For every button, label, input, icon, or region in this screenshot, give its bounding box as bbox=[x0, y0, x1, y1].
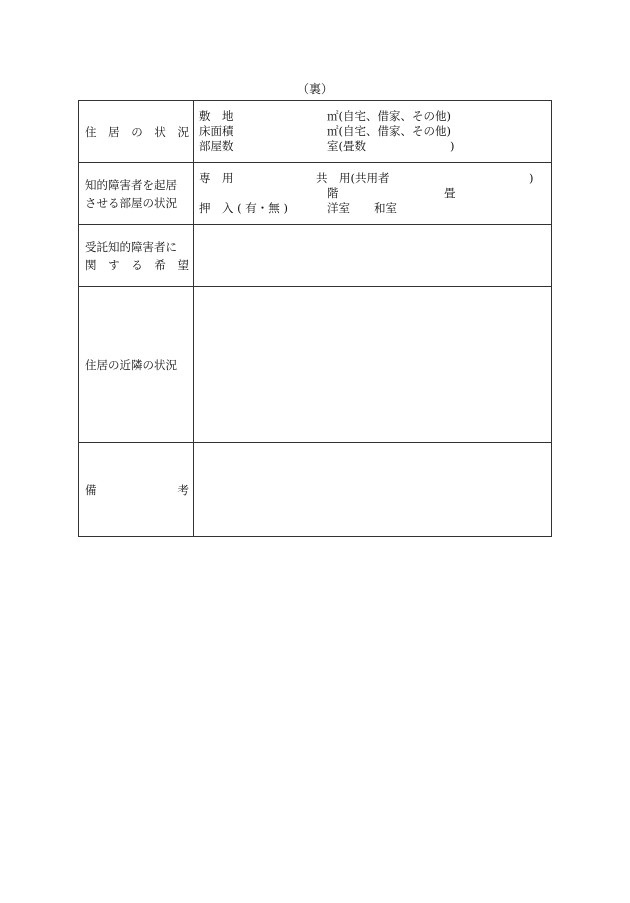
room-row bbox=[79, 163, 552, 225]
room-count-unit: 室(畳数 bbox=[327, 139, 366, 153]
remarks-label: 備 考 bbox=[85, 482, 189, 497]
room-count-label: 部屋数 bbox=[199, 139, 234, 153]
room-count-close: ) bbox=[450, 139, 455, 153]
floor-area-unit: ㎡(自宅、借家、その他) bbox=[327, 124, 451, 138]
wishes-row bbox=[79, 225, 552, 287]
floor-label: 階 bbox=[327, 186, 339, 200]
page-caption: （裏） bbox=[296, 82, 333, 96]
tatami-label: 畳 bbox=[444, 186, 456, 200]
neighborhood-value-cell[interactable] bbox=[194, 287, 552, 443]
remarks-row bbox=[79, 443, 552, 537]
shared-use-label: 共 用(共用者 bbox=[316, 171, 390, 185]
room-label-line1: 知的障害者を起居 bbox=[85, 177, 177, 192]
wishes-label-cell bbox=[79, 225, 194, 287]
wishes-label-line1: 受託知的障害者に bbox=[85, 239, 177, 254]
site-area-label: 敷 地 bbox=[199, 109, 234, 123]
exclusive-use-label: 専 用 bbox=[199, 171, 234, 185]
closet-label: 押 入 ( 有・無 ) bbox=[199, 201, 288, 215]
remarks-value-cell[interactable] bbox=[194, 443, 552, 537]
room-value-cell[interactable] bbox=[194, 163, 552, 225]
caregiver-form-table bbox=[78, 100, 552, 537]
floor-area-label: 床面積 bbox=[199, 124, 234, 138]
wishes-label-line2: 関 す る 希 望 bbox=[85, 257, 189, 272]
residence-value-cell[interactable] bbox=[194, 101, 552, 163]
residence-label: 住 居 の 状 況 bbox=[85, 124, 189, 139]
wishes-value-cell[interactable] bbox=[194, 225, 552, 287]
neighborhood-label: 住居の近隣の状況 bbox=[85, 357, 177, 372]
remarks-label-cell bbox=[79, 443, 194, 537]
western-room-label: 洋室 bbox=[327, 201, 350, 215]
site-area-unit: ㎡(自宅、借家、その他) bbox=[327, 109, 451, 123]
room-label-line2: させる部屋の状況 bbox=[85, 195, 177, 210]
japanese-room-label: 和室 bbox=[374, 201, 397, 215]
residence-row bbox=[79, 101, 552, 163]
residence-label-cell bbox=[79, 101, 194, 163]
shared-use-close: ) bbox=[529, 171, 534, 185]
room-label-cell bbox=[79, 163, 194, 225]
neighborhood-row bbox=[79, 287, 552, 443]
neighborhood-label-cell bbox=[79, 287, 194, 443]
